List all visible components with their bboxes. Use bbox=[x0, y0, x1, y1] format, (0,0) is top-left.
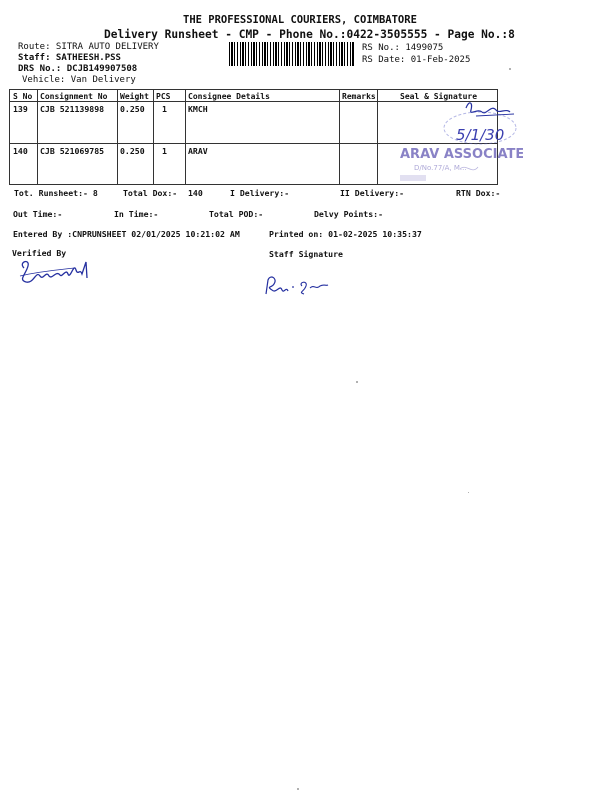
row1-sno: 139 bbox=[13, 104, 28, 114]
route-label: Route: SITRA AUTO DELIVERY bbox=[18, 42, 159, 52]
vehicle-label: Vehicle: Van Delivery bbox=[22, 75, 136, 85]
row1-consignee: KMCH bbox=[188, 104, 208, 114]
total-dox-label: Total Dox:- bbox=[123, 188, 178, 198]
svg-text:D/No.77/A, M...: D/No.77/A, M... bbox=[414, 164, 467, 172]
total-runsheet: Tot. Runsheet:- 8 bbox=[14, 188, 98, 198]
scan-speck bbox=[509, 68, 511, 70]
company-name: THE PROFESSIONAL COURIERS, COIMBATORE bbox=[183, 14, 417, 26]
header-weight: Weight bbox=[120, 92, 149, 101]
row2-pcs: 1 bbox=[162, 146, 167, 156]
printed-on: Printed on: 01-02-2025 10:35:37 bbox=[269, 229, 422, 239]
rs-number: RS No.: 1499075 bbox=[362, 43, 444, 53]
staff-signature bbox=[262, 272, 334, 302]
row2-consignment: CJB 521069785 bbox=[40, 146, 105, 156]
row1-weight: 0.250 bbox=[120, 104, 145, 114]
svg-text:ARAV ASSOCIATES: ARAV ASSOCIATES bbox=[400, 147, 523, 162]
row1-pcs: 1 bbox=[162, 104, 167, 114]
rtn-dox-label: RTN Dox:- bbox=[456, 188, 501, 198]
header-consignment: Consignment No bbox=[40, 92, 108, 101]
barcode bbox=[229, 42, 355, 66]
in-time-label: In Time:- bbox=[114, 209, 159, 219]
total-pod-label: Total POD:- bbox=[209, 209, 264, 219]
header-remarks: Remarks bbox=[342, 92, 376, 101]
row1-consignment: CJB 521139898 bbox=[40, 104, 105, 114]
row2-sno: 140 bbox=[13, 146, 28, 156]
i-delivery-label: I Delivery:- bbox=[230, 188, 290, 198]
staff-label: Staff: SATHEESH.PSS bbox=[18, 53, 121, 63]
svg-text:5/1/30: 5/1/30 bbox=[456, 126, 505, 144]
row2-consignee: ARAV bbox=[188, 146, 208, 156]
rs-date: RS Date: 01-Feb-2025 bbox=[362, 55, 471, 65]
total-dox-value: 140 bbox=[188, 188, 203, 198]
header-consignee: Consignee Details bbox=[188, 92, 270, 101]
scan-speck bbox=[468, 492, 469, 493]
ii-delivery-label: II Delivery:- bbox=[340, 188, 405, 198]
verifier-signature bbox=[16, 256, 96, 290]
delivery-seal-kmch bbox=[436, 98, 530, 148]
header-sno: S No bbox=[13, 92, 33, 101]
drs-number: DRS No.: DCJB149907508 bbox=[18, 64, 138, 74]
out-time-label: Out Time:- bbox=[13, 209, 63, 219]
delivery-seal-arav bbox=[398, 145, 523, 187]
entered-by: Entered By :CNPRUNSHEET 02/01/2025 10:21:02 AM bbox=[13, 229, 240, 239]
scan-speck bbox=[297, 788, 299, 790]
row2-weight: 0.250 bbox=[120, 146, 145, 156]
scan-speck bbox=[356, 381, 358, 383]
delvy-points-label: Delvy Points:- bbox=[314, 209, 384, 219]
header-pcs: PCS bbox=[156, 92, 171, 101]
staff-signature-label: Staff Signature bbox=[269, 249, 343, 259]
verified-by-label: Verified By bbox=[12, 248, 67, 258]
header-seal: Seal & Signature bbox=[400, 92, 478, 101]
runsheet-title: Delivery Runsheet - CMP - Phone No.:0422-3505555 - Page No.:8 bbox=[104, 28, 515, 41]
